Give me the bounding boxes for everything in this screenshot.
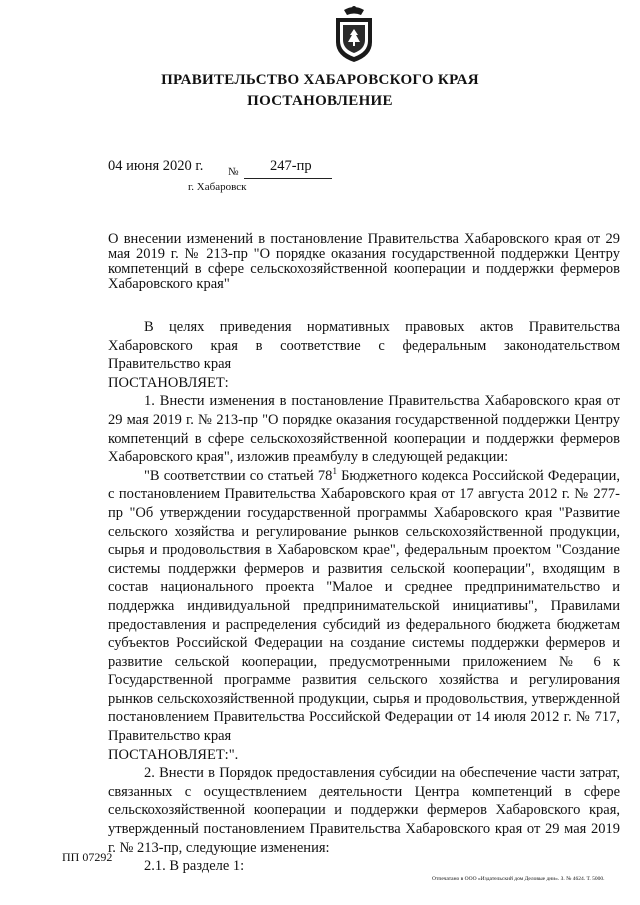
coat-of-arms-icon bbox=[330, 4, 378, 64]
footer-print-note: Отпечатано в ООО «Издательский дом Деловые дни». З. № 4624. Т. 5000. bbox=[432, 876, 605, 882]
paragraph-quoted-resolves: ПОСТАНОВЛЯЕТ:". bbox=[108, 746, 239, 763]
number-label: № bbox=[228, 166, 239, 178]
quote-text-start: "В соответствии со статьей 78 bbox=[144, 467, 333, 484]
paragraph-resolves: ПОСТАНОВЛЯЕТ: bbox=[108, 374, 229, 391]
paragraph-preamble: В целях приведения нормативных правовых актов Правительства Хабаровского края в соответствие с федеральным законодательством Правительство края bbox=[108, 319, 620, 373]
document-body bbox=[108, 318, 620, 876]
paragraph-quoted-preamble bbox=[108, 467, 620, 746]
article-superscript: 1 bbox=[332, 465, 337, 476]
document-title: О внесении изменений в постановление Правительства Хабаровского края от 29 мая 2019 г. № 213-пр "О порядке оказания государственной поддержки Центру компетенций в сфере сельскохозяйственной кооперации и поддержки фермеров Хабаровского края" bbox=[108, 231, 620, 292]
document-date: 04 июня 2020 г. bbox=[108, 158, 204, 174]
paragraph-item-2: 2. Внести в Порядок предоставления субсидии на обеспечение части затрат, связанных с осуществлением деятельности Центра компетенций в сфере сельскохозяйственной кооперации и поддержки фермеров Хабаровского края, утвержденный постановлением Правительства Хабаровского края от 29 мая 2019 г. № 213-пр, следующие изменения: bbox=[108, 765, 620, 856]
government-name: ПРАВИТЕЛЬСТВО ХАБАРОВСКОГО КРАЯ bbox=[161, 72, 479, 88]
quote-text-rest: Бюджетного кодекса Российской Федерации, с постановлением Правительства Хабаровского края от 17 августа 2012 г. № 277-пр "Об утверждении государственной программы Хабаровского края "Развитие сельского хозяйства и регулирование рынков сельскохозяйственной продукции, сырья и продовольствия в Хабаровском крае", федеральным проектом "Создание системы поддержки фермеров и развития сельской кооперации", входящим в состав национального проекта "Малое и среднее предпринимательство и поддержка индивидуальной предпринимательской инициативы", Правилами предоставления и распределения субсидий из федерального бюджета бюджетам субъектов Российской Федерации на создание системы поддержки фермеров и развитие сельской кооперации, предусмотренными приложением № 6 к Государственной программе развития сельского хозяйства и регулирования рынков сельскохозяйственной продукции, сырья и продовольствия, утвержденной постановлением Правительства Российской Федерации от 14 июля 2012 г. № 717, Правительство края bbox=[108, 467, 620, 745]
document-city: г. Хабаровск bbox=[188, 181, 247, 193]
document-number: 247-пр bbox=[270, 158, 312, 174]
document-type: ПОСТАНОВЛЕНИЕ bbox=[247, 93, 393, 109]
paragraph-item-2-1: 2.1. В разделе 1: bbox=[144, 858, 245, 875]
footer-code: ПП 07292 bbox=[62, 850, 113, 864]
paragraph-item-1: 1. Внести изменения в постановление Правительства Хабаровского края от 29 мая 2019 г. № 213-пр "О порядке оказания государственной поддержки Центру компетенций в сфере сельскохозяйственной кооперации и поддержки фермеров Хабаровского края", изложив преамбулу в следующей редакции: bbox=[108, 393, 620, 466]
number-underline bbox=[244, 178, 332, 179]
